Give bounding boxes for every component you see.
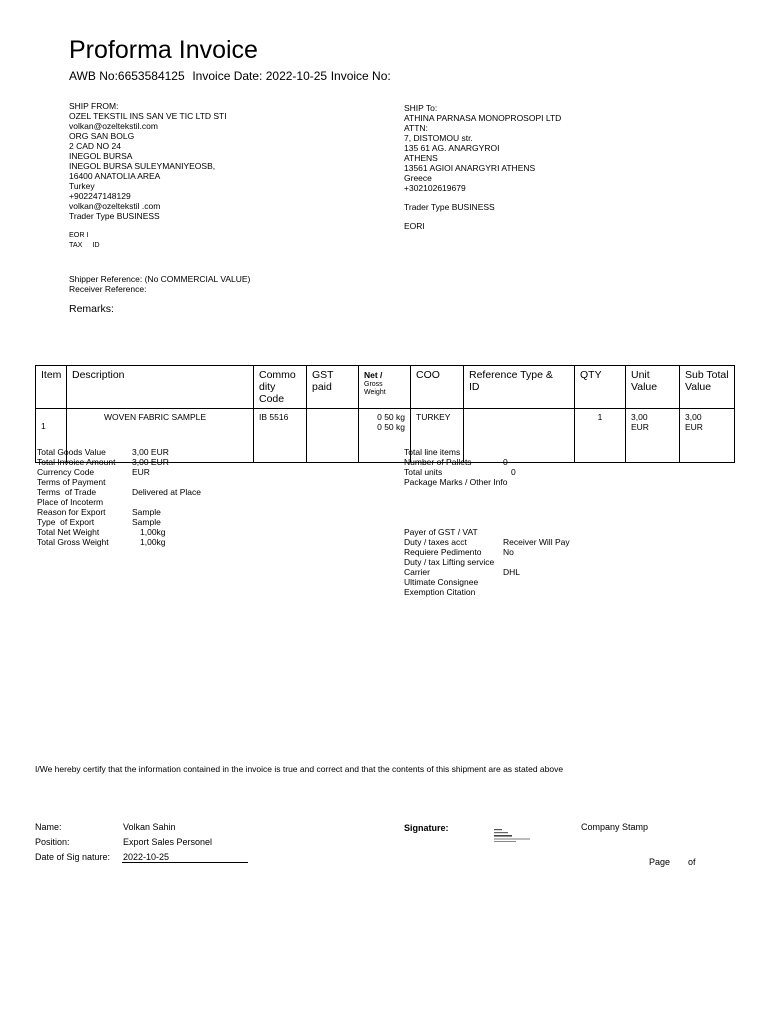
totals-row: Reason for Export Sample	[37, 507, 161, 517]
cell-item: 1	[36, 409, 67, 463]
totals-row: Package Marks / Other Info	[404, 477, 508, 487]
totals-row: Terms of Payment	[37, 477, 106, 487]
signature-date: 2022-10-25	[123, 852, 170, 862]
totals-left	[37, 447, 201, 547]
company-stamp-label: Company Stamp	[581, 822, 649, 832]
header-gst-paid: GST paid	[307, 366, 359, 409]
totals-row: Exemption Citation	[404, 587, 476, 597]
page-label: Page	[649, 857, 671, 867]
ship-from-line: OZEL TEKSTIL INS SAN VE TIC LTD STI	[69, 111, 227, 121]
cell-unit-value: 3,00 EUR	[626, 409, 680, 463]
ship-from-line: ORG SAN BOLG	[69, 131, 135, 141]
name-label: Name:	[35, 822, 62, 832]
ship-to-heading: SHIP To:	[404, 103, 438, 113]
invoice-header-line	[69, 69, 391, 83]
ship-from-line: 2 CAD NO 24	[69, 141, 121, 151]
ship-from-block	[69, 101, 227, 250]
shipper-reference: Shipper Reference: (No COMMERCIAL VALUE)	[69, 274, 251, 284]
totals-row: Total Gross Weight 1,00kg	[37, 537, 166, 547]
totals-row: Place of Incoterm	[37, 497, 104, 507]
ship-from-line: INEGOL BURSA	[69, 151, 133, 161]
totals-right-bottom	[404, 527, 570, 597]
totals-row: Ultimate Consignee	[404, 577, 479, 587]
totals-row: Total Invoice Amount 3,00 EUR	[37, 457, 169, 467]
signer-position: Export Sales Personel	[123, 837, 213, 847]
totals-row: Duty / tax Lifting service	[404, 557, 495, 567]
cell-gst	[307, 409, 359, 463]
totals-row: Type of Export Sample	[37, 517, 161, 527]
totals-row: Currency Code EUR	[37, 467, 150, 477]
cell-coo: TURKEY	[411, 409, 464, 463]
ship-to-eori: EORI	[404, 221, 425, 231]
ship-to-line: ATHENS	[404, 153, 438, 163]
header-item: Item	[36, 366, 67, 409]
header-description: Description	[67, 366, 254, 409]
header-qty: QTY	[575, 366, 626, 409]
signer-name: Volkan Sahin	[123, 822, 176, 832]
references-block	[69, 274, 250, 294]
signature-labels	[35, 820, 110, 865]
ship-from-eori: EOR I	[69, 230, 89, 239]
signature-image	[492, 828, 532, 846]
ship-from-line: volkan@ozeltekstil .com	[69, 201, 161, 211]
header-coo: COO	[411, 366, 464, 409]
totals-row: Payer of GST / VAT	[404, 527, 478, 537]
ship-to-line: 135 61 AG. ANARGYROI	[404, 143, 500, 153]
ship-from-line: Trader Type BUSINESS	[69, 211, 160, 221]
receiver-reference: Receiver Reference:	[69, 284, 147, 294]
ship-from-heading: SHIP FROM:	[69, 101, 119, 111]
totals-row: Total Net Weight 1,00kg	[37, 527, 166, 537]
cell-subtotal: 3,00 EUR	[680, 409, 735, 463]
totals-row: Number of Pallets 0	[404, 457, 508, 467]
signature-label: Signature:	[404, 823, 449, 833]
invoice-date: Invoice Date: 2022-10-25	[192, 69, 328, 83]
awb-number: AWB No:6653584125	[69, 69, 185, 83]
ship-to-line: ATHINA PARNASA MONOPROSOPI LTD	[404, 113, 562, 123]
date-underline	[122, 862, 248, 863]
ship-to-line: 13561 AGIOI ANARGYRI ATHENS	[404, 163, 536, 173]
ship-from-line: Turkey	[69, 181, 95, 191]
page-of-label: of	[688, 857, 696, 867]
ship-from-line: INEGOL BURSA SULEYMANIYEOSB,	[69, 161, 216, 171]
ship-from-line: volkan@ozeltekstil.com	[69, 121, 158, 131]
ship-from-line: 16400 ANATOLIA AREA	[69, 171, 161, 181]
header-reference: Reference Type & ID	[464, 366, 575, 409]
position-label: Position:	[35, 837, 70, 847]
totals-row: Duty / taxes acct Receiver Will Pay	[404, 537, 570, 547]
remarks-label: Remarks:	[69, 303, 114, 315]
ship-from-tax-id: TAX ID	[69, 240, 100, 249]
ship-to-block	[404, 103, 561, 231]
certification-statement: I/We hereby certify that the information contained in the invoice is true and correct and that the contents of this shipment are as stated above	[35, 764, 564, 774]
invoice-number-label: Invoice No:	[330, 69, 391, 83]
cell-qty: 1	[575, 409, 626, 463]
ship-to-line: Greece	[404, 173, 432, 183]
ship-to-line: 7, DISTOMOU str.	[404, 133, 473, 143]
cell-weights: 0 50 kg 0 50 kg	[359, 409, 411, 463]
totals-row: Total line items	[404, 447, 461, 457]
table-header-row	[36, 366, 735, 409]
totals-row: Carrier DHL	[404, 567, 521, 577]
totals-row: Terms of Trade Delivered at Place	[37, 487, 201, 497]
header-net-gross-weight: Net / Gross Weight	[359, 366, 411, 409]
ship-to-trader-type: Trader Type BUSINESS	[404, 202, 495, 212]
ship-to-line: ATTN:	[404, 123, 428, 133]
header-subtotal-value: Sub Total Value	[680, 366, 735, 409]
date-label: Date of Sig nature:	[35, 852, 111, 862]
signature-values	[123, 820, 212, 865]
ship-from-line: +902247148129	[69, 191, 131, 201]
cell-commodity: IB 5516	[254, 409, 307, 463]
document-title: Proforma Invoice	[69, 36, 258, 64]
totals-row: Total units 0	[404, 467, 516, 477]
header-unit-value: Unit Value	[626, 366, 680, 409]
ship-to-line: +302102619679	[404, 183, 466, 193]
totals-right-top	[404, 447, 516, 487]
totals-row: Requiere Pedimento No	[404, 547, 514, 557]
header-commodity-code: Commo dity Code	[254, 366, 307, 409]
cell-description: WOVEN FABRIC SAMPLE	[67, 409, 254, 463]
totals-row: Total Goods Value 3,00 EUR	[37, 447, 169, 457]
